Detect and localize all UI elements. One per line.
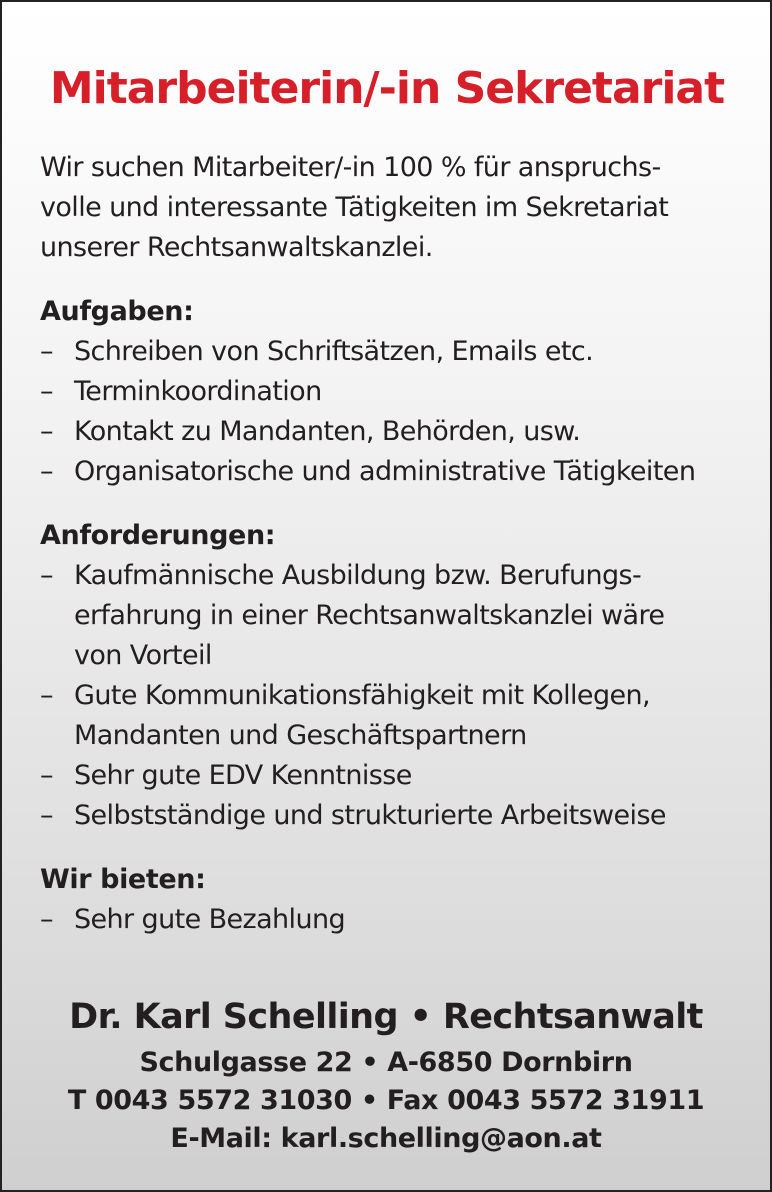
bullet-dash: – [40, 336, 53, 367]
list-item [40, 796, 734, 836]
bullet-dash: – [40, 904, 53, 935]
bullet-dash: – [40, 416, 53, 447]
ad-title: Mitarbeiterin/-in Sekretariat [49, 63, 725, 114]
list-item [40, 412, 734, 452]
list-item [40, 372, 734, 412]
list-item [40, 676, 734, 756]
section-heading: Wir bieten: [40, 864, 206, 895]
intro-line: Wir suchen Mitarbeiter/-in 100 % für anspruchs- [40, 152, 661, 183]
list-item-text: Kaufmännische Ausbildung bzw. Berufungs- [74, 560, 642, 591]
section-heading: Anforderungen: [40, 520, 276, 551]
list-item [40, 556, 734, 676]
list-item-text: von Vorteil [74, 640, 212, 671]
list-item-text: Mandanten und Geschäftspartnern [74, 720, 527, 751]
list-item [40, 756, 734, 796]
list-item-text: Kontakt zu Mandanten, Behörden, usw. [74, 416, 581, 447]
contact-address: Schulgasse 22 • A-6850 Dornbirn [139, 1047, 633, 1078]
list-item [40, 452, 734, 492]
list-item-text: Schreiben von Schriftsätzen, Emails etc. [74, 336, 594, 367]
list-item-text: Sehr gute EDV Kenntnisse [74, 760, 412, 791]
contact-block [2, 990, 770, 1158]
wir-bieten-list [40, 900, 734, 940]
intro-line: volle und interessante Tätigkeiten im Sekretariat [40, 192, 669, 223]
list-item-text: Organisatorische und administrative Tätigkeiten [74, 456, 696, 487]
section-anforderungen [40, 516, 734, 836]
list-item-text: Terminkoordination [74, 376, 322, 407]
bullet-dash: – [40, 680, 53, 711]
bullet-dash: – [40, 760, 53, 791]
list-item [40, 900, 734, 940]
list-item-text: erfahrung in einer Rechtsanwaltskanzlei wäre [74, 600, 665, 631]
list-item-text: Gute Kommunikationsfähigkeit mit Kollegen, [74, 680, 650, 711]
contact-email: E-Mail: karl.schelling@aon.at [170, 1123, 602, 1154]
intro-paragraph [40, 148, 734, 268]
aufgaben-list [40, 332, 734, 492]
list-item-text: Selbstständige und strukturierte Arbeitsweise [74, 800, 666, 831]
contact-phone: T 0043 5572 31030 • Fax 0043 5572 31911 [67, 1085, 705, 1116]
intro-line: unserer Rechtsanwaltskanzlei. [40, 232, 433, 263]
contact-name: Dr. Karl Schelling • Rechtsanwalt [69, 997, 703, 1037]
section-heading: Aufgaben: [40, 296, 194, 327]
list-item-text: Sehr gute Bezahlung [74, 904, 346, 935]
list-item [40, 332, 734, 372]
section-wir-bieten [40, 860, 734, 940]
bullet-dash: – [40, 800, 53, 831]
bullet-dash: – [40, 376, 53, 407]
section-aufgaben [40, 292, 734, 492]
anforderungen-list [40, 556, 734, 836]
bullet-dash: – [40, 456, 53, 487]
bullet-dash: – [40, 560, 53, 591]
